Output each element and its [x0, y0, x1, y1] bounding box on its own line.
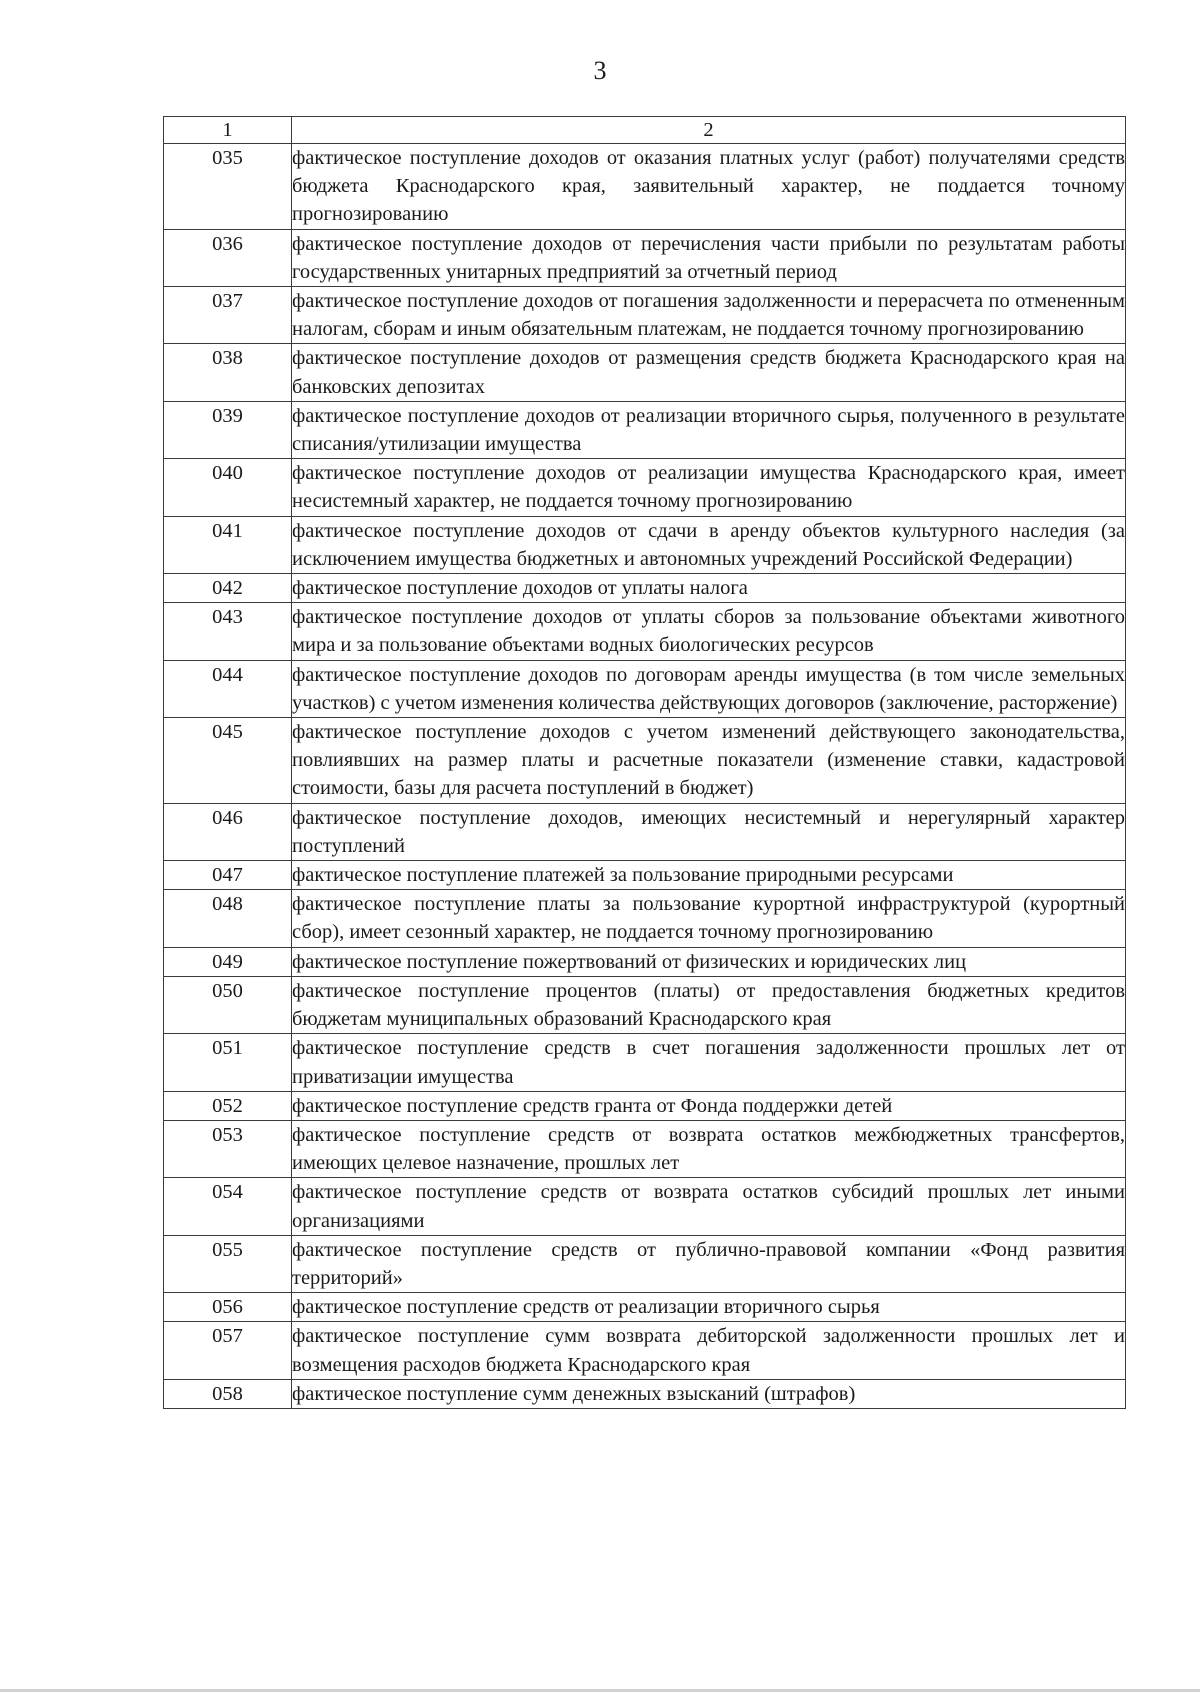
row-description: фактическое поступление сумм возврата дебиторской задолженности прошлых лет и возмещения расходов бюджета Краснодарского края — [292, 1322, 1126, 1379]
row-description: фактическое поступление пожертвований от физических и юридических лиц — [292, 947, 1126, 976]
table-row — [164, 947, 1126, 976]
row-code: 036 — [164, 229, 292, 286]
row-description: фактическое поступление доходов с учетом изменений действующего законодательства, повлиявших на размер платы и расчетные показатели (изменение ставки, кадастровой стоимости, базы для расчета поступлений в бюджет) — [292, 718, 1126, 804]
column-header-description: 2 — [292, 117, 1126, 144]
row-code: 054 — [164, 1178, 292, 1235]
table-row — [164, 861, 1126, 890]
row-description: фактическое поступление сумм денежных взысканий (штрафов) — [292, 1379, 1126, 1408]
table-row — [164, 803, 1126, 860]
row-description: фактическое поступление процентов (платы) от предоставления бюджетных кредитов бюджетам муниципальных образований Краснодарского края — [292, 976, 1126, 1033]
table-row — [164, 976, 1126, 1033]
row-description: фактическое поступление средств от реализации вторичного сырья — [292, 1293, 1126, 1322]
table-row — [164, 1322, 1126, 1379]
table-row — [164, 1091, 1126, 1120]
row-description: фактическое поступление доходов по договорам аренды имущества (в том числе земельных участков) с учетом изменения количества действующих договоров (заключение, расторжение) — [292, 660, 1126, 717]
row-description: фактическое поступление доходов от размещения средств бюджета Краснодарского края на банковских депозитах — [292, 344, 1126, 401]
row-code: 035 — [164, 144, 292, 230]
row-description: фактическое поступление доходов, имеющих несистемный и нерегулярный характер поступлений — [292, 803, 1126, 860]
table-row — [164, 1293, 1126, 1322]
table-row — [164, 890, 1126, 947]
row-code: 047 — [164, 861, 292, 890]
row-description: фактическое поступление доходов от оказания платных услуг (работ) получателями средств бюджета Краснодарского края, заявительный характер, не поддается точному прогнозированию — [292, 144, 1126, 230]
row-description: фактическое поступление доходов от сдачи в аренду объектов культурного наследия (за исключением имущества бюджетных и автономных учреждений Российской Федерации) — [292, 516, 1126, 573]
table-row — [164, 1379, 1126, 1408]
row-code: 044 — [164, 660, 292, 717]
row-description: фактическое поступление доходов от реализации имущества Краснодарского края, имеет несистемный характер, не поддается точному прогнозированию — [292, 459, 1126, 516]
row-description: фактическое поступление средств от публично-правовой компании «Фонд развития территорий» — [292, 1235, 1126, 1292]
row-description: фактическое поступление доходов от погашения задолженности и перерасчета по отмененным налогам, сборам и иным обязательным платежам, не поддается точному прогнозированию — [292, 287, 1126, 344]
table-row — [164, 603, 1126, 660]
row-code: 037 — [164, 287, 292, 344]
income-codes-table — [163, 116, 1126, 1409]
table-row — [164, 1034, 1126, 1091]
row-description: фактическое поступление средств от возврата остатков межбюджетных трансфертов, имеющих целевое назначение, прошлых лет — [292, 1120, 1126, 1177]
row-code: 038 — [164, 344, 292, 401]
row-code: 043 — [164, 603, 292, 660]
table-header-row — [164, 117, 1126, 144]
table-row — [164, 660, 1126, 717]
table-row — [164, 516, 1126, 573]
row-code: 056 — [164, 1293, 292, 1322]
row-code: 053 — [164, 1120, 292, 1177]
row-description: фактическое поступление платежей за пользование природными ресурсами — [292, 861, 1126, 890]
table-row — [164, 344, 1126, 401]
table-row — [164, 459, 1126, 516]
row-code: 055 — [164, 1235, 292, 1292]
row-description: фактическое поступление доходов от перечисления части прибыли по результатам работы государственных унитарных предприятий за отчетный период — [292, 229, 1126, 286]
row-code: 050 — [164, 976, 292, 1033]
page-number: 3 — [593, 56, 607, 85]
table-row — [164, 401, 1126, 458]
row-code: 045 — [164, 718, 292, 804]
row-code: 040 — [164, 459, 292, 516]
table-row — [164, 287, 1126, 344]
row-description: фактическое поступление доходов от реализации вторичного сырья, полученного в результате списания/утилизации имущества — [292, 401, 1126, 458]
table-row — [164, 1235, 1126, 1292]
row-code: 048 — [164, 890, 292, 947]
row-code: 058 — [164, 1379, 292, 1408]
row-description: фактическое поступление средств гранта от Фонда поддержки детей — [292, 1091, 1126, 1120]
row-description: фактическое поступление платы за пользование курортной инфраструктурой (курортный сбор), имеет сезонный характер, не поддается точному прогнозированию — [292, 890, 1126, 947]
table-row — [164, 144, 1126, 230]
table-row — [164, 229, 1126, 286]
row-code: 039 — [164, 401, 292, 458]
row-code: 046 — [164, 803, 292, 860]
row-description: фактическое поступление средств от возврата остатков субсидий прошлых лет иными организациями — [292, 1178, 1126, 1235]
row-code: 052 — [164, 1091, 292, 1120]
row-description: фактическое поступление доходов от уплаты сборов за пользование объектами животного мира и за пользование объектами водных биологических ресурсов — [292, 603, 1126, 660]
row-description: фактическое поступление доходов от уплаты налога — [292, 574, 1126, 603]
row-code: 041 — [164, 516, 292, 573]
row-code: 042 — [164, 574, 292, 603]
page-bottom-edge — [0, 1689, 1200, 1692]
table-row — [164, 718, 1126, 804]
row-code: 057 — [164, 1322, 292, 1379]
table-row — [164, 574, 1126, 603]
row-code: 049 — [164, 947, 292, 976]
table-row — [164, 1120, 1126, 1177]
row-code: 051 — [164, 1034, 292, 1091]
table-row — [164, 1178, 1126, 1235]
row-description: фактическое поступление средств в счет погашения задолженности прошлых лет от приватизации имущества — [292, 1034, 1126, 1091]
column-header-code: 1 — [164, 117, 292, 144]
